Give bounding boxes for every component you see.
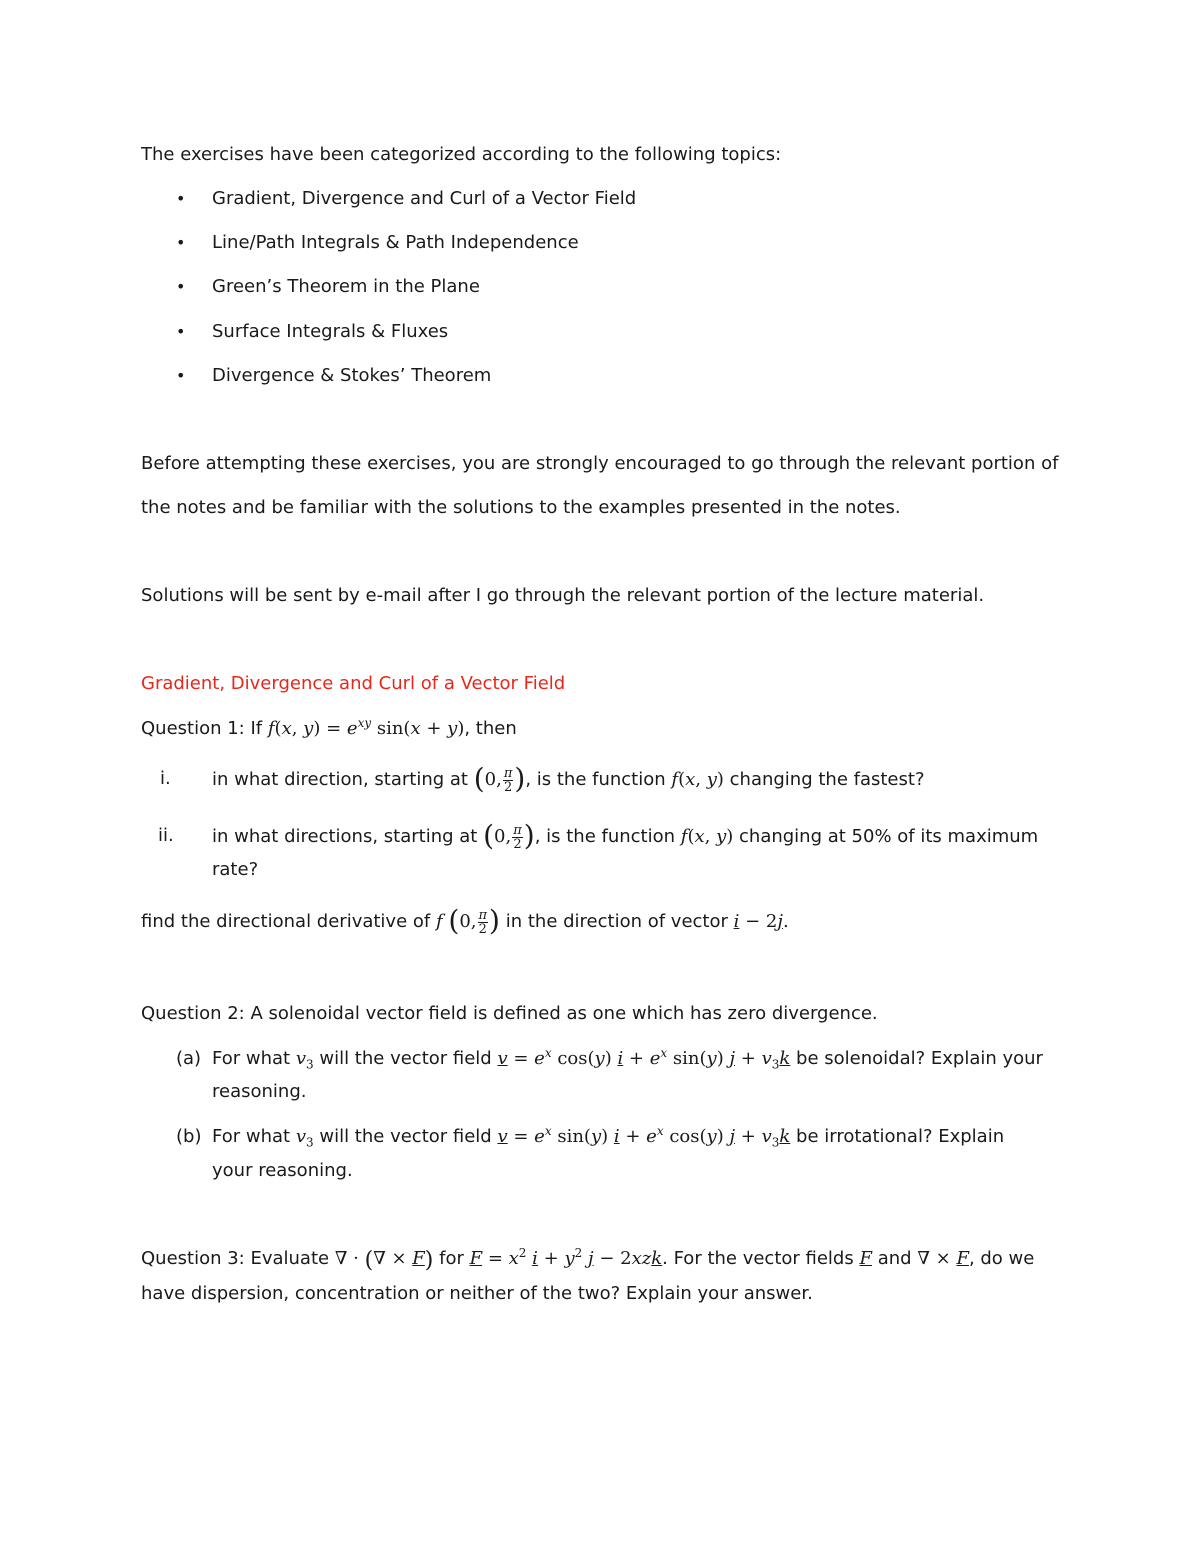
solutions-note: Solutions will be sent by e-mail after I go through the relevant portion of the lecture material. (141, 585, 985, 606)
q1-part-ii-label: ii. (158, 825, 174, 846)
bullet-icon: • (176, 366, 186, 385)
q1-part-i: in what direction, starting at (0, $\frac{\pi}{2}$ ), is the function f(x, y) changing the fastest? (212, 762, 925, 795)
math-function: f (267, 718, 275, 739)
bullet-icon: • (176, 322, 186, 341)
bullet-icon: • (176, 277, 186, 296)
q2-part-b-label: (b) (176, 1126, 202, 1147)
fraction: $\frac{\pi}{2}$ (513, 822, 522, 852)
fraction: $\frac{\pi}{2}$ (478, 907, 488, 937)
bullet-icon: • (176, 233, 186, 252)
q2-part-a: For what $v_3$ will the vector field $v = e^x$ cos(y) $i + e^x$ sin(y) $j + v_3k$ be solenoidal? Explain your (212, 1046, 1043, 1072)
question-3: Question 3: Evaluate ∇ · (∇ × F) for $F = x^2$ $i + y^2$ j − 2xzk. For the vector fields F and ∇ × F, do we (141, 1246, 1035, 1273)
topic-label: Surface Integrals & Fluxes (212, 321, 449, 342)
q1-part-ii-cont: rate? (212, 859, 259, 880)
fraction: $\frac{\pi}{2}$ (503, 765, 513, 795)
intro-text: The exercises have been categorized according to the following topics: (141, 144, 782, 165)
q2-part-b-cont: your reasoning. (212, 1160, 353, 1181)
question-1: Question 1: If f(x, $y) = e^{xy}$ sin(x + y), then (141, 716, 517, 739)
topic-label: Line/Path Integrals & Path Independence (212, 232, 579, 253)
q1-label: Question 1: If (141, 718, 263, 739)
q1-directional-derivative: find the directional derivative of f (0, $\frac{\pi}{2}$ ) in the direction of vector i − 2j. (141, 904, 789, 937)
topic-label: Green’s Theorem in the Plane (212, 276, 480, 297)
q1-part-i-label: i. (160, 768, 171, 789)
q2-part-a-cont: reasoning. (212, 1081, 307, 1102)
q2-part-b: For what $v_3$ will the vector field $v = e^x$ sin(y) $i + e^x$ cos(y) $j + v_3k$ be irrotational? Explain (212, 1124, 1005, 1150)
topic-label: Gradient, Divergence and Curl of a Vector Field (212, 188, 637, 209)
q1-part-ii: in what directions, starting at (0, $\frac{\pi}{2}$ ), is the function f(x, y) changing at 50% of its maximum (212, 819, 1039, 852)
before-line-1: Before attempting these exercises, you are strongly encouraged to go through the relevant portion of (141, 453, 1059, 474)
question-3-cont: have dispersion, concentration or neither of the two? Explain your answer. (141, 1283, 813, 1304)
topic-label: Divergence & Stokes’ Theorem (212, 365, 492, 386)
bullet-icon: • (176, 189, 186, 208)
section-heading: Gradient, Divergence and Curl of a Vector Field (141, 673, 566, 694)
before-line-2: the notes and be familiar with the solutions to the examples presented in the notes. (141, 497, 901, 518)
q2-part-a-label: (a) (176, 1048, 202, 1069)
question-2: Question 2: A solenoidal vector field is defined as one which has zero divergence. (141, 1003, 878, 1024)
